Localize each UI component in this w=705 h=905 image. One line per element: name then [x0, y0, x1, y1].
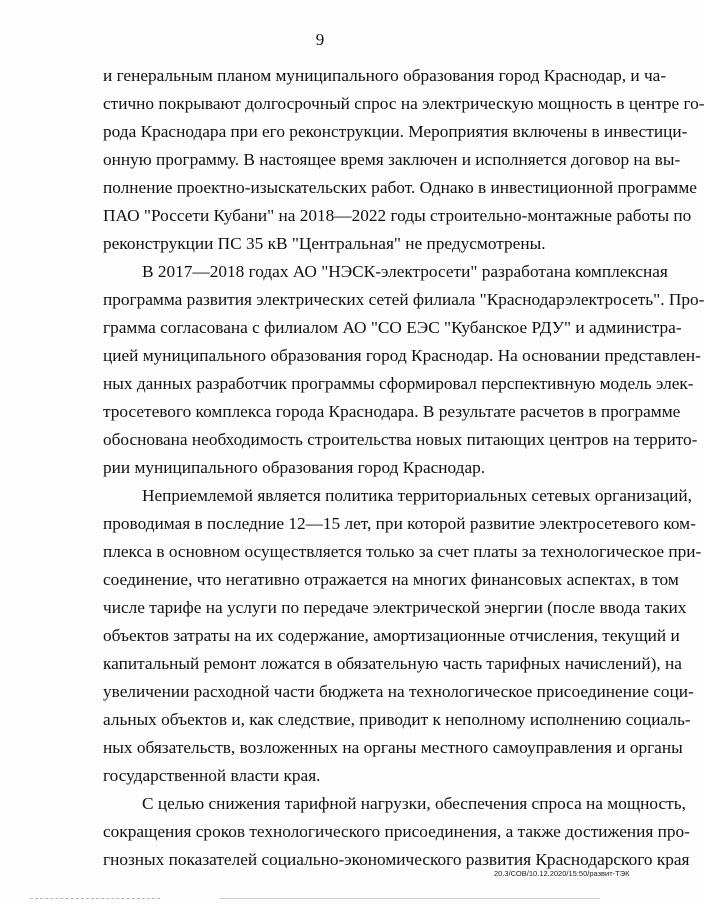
text-line: обоснована необходимость строительства новых питающих центров на террито- [103, 430, 698, 449]
text-line: С целью снижения тарифной нагрузки, обеспечения спроса на мощность, [142, 794, 686, 813]
text-line: цией муниципального образования город Краснодар. На основании представлен- [103, 346, 701, 365]
text-line: гнозных показателей социально-экономического развития Краснодарского края [103, 850, 690, 869]
footer-document-code: 20.3/СОВ/10.12.2020/15:50/развит-ТЭК [494, 869, 630, 878]
text-line: капитальный ремонт ложатся в обязательную часть тарифных начислений), на [103, 654, 682, 673]
text-line: стично покрывают долгосрочный спрос на электрическую мощность в центре го- [103, 94, 705, 113]
text-line: альных объектов и, как следствие, приводит к неполному исполнению социаль- [103, 710, 691, 729]
text-line: рии муниципального образования город Краснодар. [103, 458, 486, 477]
text-line: В 2017—2018 годах АО "НЭСК-электросети" разработана комплексная [142, 262, 668, 281]
text-line: увеличении расходной части бюджета на технологическое присоединение соци- [103, 682, 694, 701]
text-line: грамма согласована с филиалом АО "СО ЕЭС "Кубанское РДУ" и администра- [103, 318, 682, 337]
text-line: проводимая в последние 12—15 лет, при которой развитие электросетевого ком- [103, 514, 696, 533]
text-line: ных обязательств, возложенных на органы местного самоуправления и органы [103, 738, 683, 757]
text-line: государственной власти края. [103, 766, 321, 785]
text-line: сокращения сроков технологического присоединения, а также достижения про- [103, 822, 690, 841]
text-line: программа развития электрических сетей филиала "Краснодарэлектросеть". Про- [103, 290, 705, 309]
text-line: и генеральным планом муниципального образования город Краснодар, и ча- [103, 66, 667, 85]
text-line: тросетевого комплекса города Краснодара. В результате расчетов в программе [103, 402, 681, 421]
text-line: числе тарифе на услуги по передаче электрической энергии (после ввода таких [103, 598, 687, 617]
scan-artifact-line-left [30, 898, 160, 899]
text-line: объектов затраты на их содержание, амортизационные отчисления, текущий и [103, 626, 680, 645]
text-line: рода Краснодара при его реконструкции. Мероприятия включены в инвестици- [103, 122, 688, 141]
text-line: онную программу. В настоящее время заключен и исполняется договор на вы- [103, 150, 681, 169]
page-number: 9 [315, 30, 325, 49]
text-line: соединение, что негативно отражается на многих финансовых аспектах, в том [103, 570, 679, 589]
text-line: полнение проектно-изыскательских работ. Однако в инвестиционной программе [103, 178, 697, 197]
text-line: Неприемлемой является политика территориальных сетевых организаций, [142, 486, 692, 505]
text-line: плекса в основном осуществляется только за счет платы за технологическое при- [103, 542, 702, 561]
scan-artifact-line-right [220, 898, 600, 899]
text-line: ПАО "Россети Кубани" на 2018—2022 годы строительно-монтажные работы по [103, 206, 692, 225]
text-line: реконструкции ПС 35 кВ "Центральная" не предусмотрены. [103, 234, 546, 253]
text-line: ных данных разработчик программы сформировал перспективную модель элек- [103, 374, 694, 393]
